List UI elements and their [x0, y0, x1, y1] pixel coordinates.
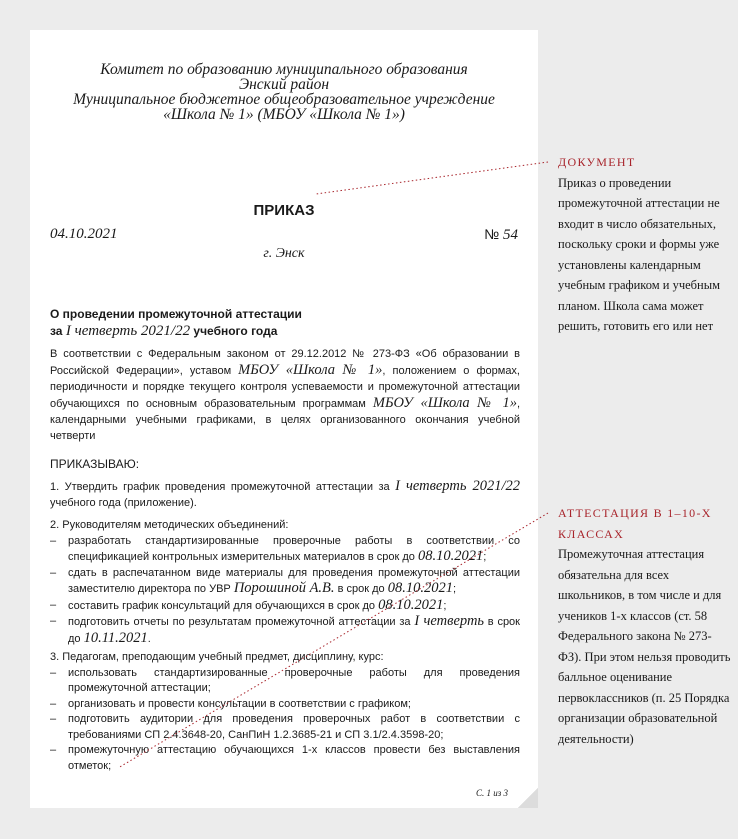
list-item-text: .	[147, 632, 151, 645]
item-heading: 2. Руководителям методических объединений:	[50, 519, 289, 531]
note-text: Промежуточная аттестация обязательна для всех школьников, в том числе и для учеников 1-х классов (ст. 58 Федерального закона № 273-ФЗ). При этом нельзя проводить балльное оценивание первоклассников (п. 25 Порядка организации образовательной деятельности)	[558, 547, 731, 746]
note-heading: АТТЕСТАЦИЯ В 1–10-Х КЛАССАХ	[558, 506, 712, 541]
dash-marker: –	[50, 697, 57, 710]
item-text: учебного года (приложение).	[50, 497, 197, 509]
dash-marker: –	[50, 598, 57, 611]
note-text: Приказ о проведении промежуточной аттестации не входит в число обязательных, поскольку сроки и формы уже установлены календарным учебным графиком и учебным планом. Школа сама может решить, готовить его или нет	[558, 175, 721, 333]
list-item-handwritten: 08.10.2021	[387, 580, 453, 596]
dash-marker: –	[50, 744, 57, 756]
org-line: «Школа № 1» (МБОУ «Школа № 1»)	[163, 106, 405, 123]
list-item-text: в срок до	[334, 583, 388, 595]
subject-text: учебного года	[190, 324, 278, 338]
list-item-text: ;	[452, 583, 456, 595]
preamble-text: , положением о формах, периодичности и порядке текущего контроля успеваемости и промежуточной аттестации обучающихся по основным образовательным программам	[50, 365, 520, 410]
number-sign: №	[484, 226, 500, 242]
subject-text: за	[50, 324, 66, 338]
list-item-text: подготовить аудитории для проведения проверочных работ в соответствии с требованиями СП 2.4.3648-20, СанПиН 1.2.3685-21 и СП 3.1/2.4.3598-20;	[68, 713, 520, 741]
list-item-text: составить график консультаций для обучающихся в срок до	[68, 599, 379, 612]
list-item-text: организовать и провести консультации в соответствии с графиком;	[68, 697, 411, 710]
list-item-text: использовать стандартизированные проверочные работы для проведения промежуточной аттестации;	[68, 666, 520, 694]
subject-handwritten: I четверть 2021/22	[65, 323, 191, 339]
list-item-handwritten: 10.11.2021	[83, 629, 148, 646]
subject-line: О проведении промежуточной аттестации	[50, 307, 302, 321]
preamble-handwritten: МБОУ «Школа № 1»	[238, 362, 383, 378]
item-text: 1. Утвердить график проведения промежуточной аттестации за	[50, 481, 396, 493]
order-date: 04.10.2021	[50, 226, 118, 242]
preamble-handwritten: МБОУ «Школа № 1»	[372, 395, 517, 411]
dash-marker: –	[50, 666, 57, 679]
list-item-handwritten: 08.10.2021	[378, 596, 444, 613]
list-item-text: подготовить отчеты по результатам промежуточной аттестации за	[68, 616, 415, 628]
document-title: ПРИКАЗ	[253, 202, 315, 219]
list-item-handwritten: I четверть	[414, 613, 485, 629]
org-line: Энский район	[238, 76, 330, 93]
list-item-text: промежуточную аттестацию обучающихся 1-х классов провести без выставления отметок;	[68, 744, 520, 772]
dash-marker: –	[50, 566, 57, 579]
list-item-text: сдать в распечатанном виде материалы для проведения промежуточной аттестации заместителю директора по УВР	[68, 566, 520, 595]
list-item-text: ;	[483, 551, 487, 563]
dash-marker: –	[50, 713, 57, 725]
order-city: г. Энск	[263, 246, 305, 261]
list-item-text: разработать стандартизированные проверочные работы в соответствии со спецификацией контрольных измерительных материалов в срок до	[68, 534, 520, 563]
page-number: С. 1 из 3	[475, 788, 508, 798]
list-item-text: в срок до	[68, 616, 520, 645]
margin-note-document	[558, 152, 733, 337]
leader-line-document	[316, 162, 548, 194]
list-item-text: ;	[443, 599, 447, 612]
preamble-text: В соответствии с Федеральным законом от 29.12.2012 № 273-ФЗ «Об образовании в Российской Федерации», уставом	[50, 348, 520, 377]
order-word: ПРИКАЗЫВАЮ:	[50, 457, 140, 471]
item-handwritten: I четверть 2021/22	[395, 478, 520, 494]
org-line: Комитет по образованию муниципального образования	[100, 61, 468, 78]
margin-note-attestation	[558, 503, 733, 749]
list-item-handwritten: Порошиной А.В.	[233, 580, 335, 596]
org-line: Муниципальное бюджетное общеобразовательное учреждение	[73, 91, 495, 108]
list-item-handwritten: 08.10.2021	[418, 548, 484, 564]
leader-line-attestation	[118, 513, 548, 768]
dash-marker: –	[50, 615, 57, 627]
preamble-text: , календарными учебными графиками, в целях организованного окончания учебной четверти	[50, 398, 521, 442]
item-heading: 3. Педагогам, преподающим учебный предмет, дисциплину, курс:	[50, 651, 384, 663]
dash-marker: –	[50, 534, 57, 547]
note-heading: ДОКУМЕНТ	[558, 155, 636, 169]
number-value: 54	[503, 227, 518, 243]
